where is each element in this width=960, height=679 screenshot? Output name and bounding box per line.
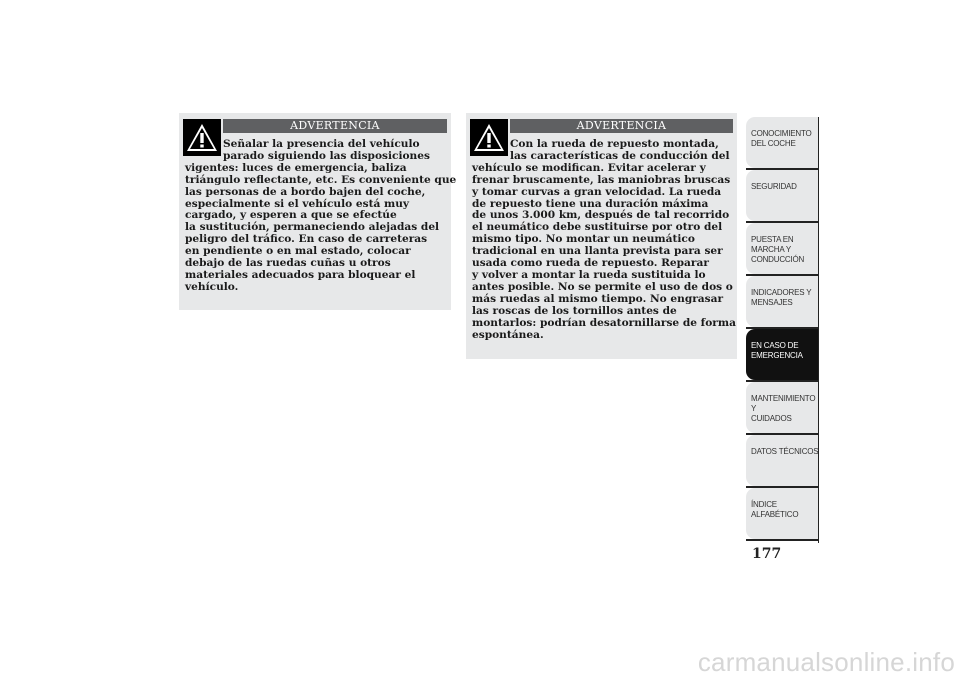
warning-text-line: debajo de las ruedas cuñas u otros — [185, 257, 391, 270]
warning-text-line: el neumático debe sustituirse por otro del — [472, 221, 723, 234]
warning-text-line: espontánea. — [472, 328, 544, 341]
warning-box-2 — [466, 113, 737, 359]
watermark: carmanualsonline.info — [697, 647, 955, 677]
warning-text-line: las roscas de los tornillos antes de — [472, 304, 677, 317]
warning-title: ADVERTENCIA — [223, 119, 447, 133]
sidebar-tab-label: PUESTA EN — [751, 235, 794, 244]
warning-text-line: frenar bruscamente, las maniobras bruscas — [472, 173, 731, 186]
sidebar-tab-label: MARCHA Y — [751, 245, 792, 254]
warning-text-line: de unos 3.000 km, después de tal recorrido — [472, 209, 730, 222]
warning-text-line: de repuesto tiene una duración máxima — [472, 197, 709, 210]
sidebar-tab-label: MANTENIMIENTO Y — [751, 394, 816, 413]
page-number: 177 — [752, 546, 782, 562]
warning-text — [185, 138, 457, 294]
sidebar-tab-label: ÍNDICE — [751, 500, 777, 509]
warning-box-1 — [179, 113, 457, 310]
sidebar-tab-label: EN CASO DE — [751, 341, 799, 350]
sidebar-tab-label: CONOCIMIENTO — [751, 129, 812, 138]
warning-text-line: Con la rueda de repuesto montada, — [510, 138, 719, 150]
tab-separator — [746, 539, 819, 541]
warning-text-line: y volver a montar la rueda sustituida lo — [472, 268, 706, 281]
warning-text-line: la sustitución, permaneciendo alejadas del — [185, 221, 440, 234]
sidebar-tab[interactable] — [746, 276, 819, 327]
warning-text-line: cargado, y esperen a que se efectúe — [185, 209, 397, 222]
warning-text-line: y tomar curvas a gran velocidad. La rueda — [472, 185, 722, 198]
warning-text-line: vehículo. — [185, 280, 239, 293]
sidebar-tab[interactable] — [746, 223, 819, 274]
warning-text — [472, 138, 736, 341]
warning-text-line: materiales adecuados para bloquear el — [185, 268, 416, 281]
sidebar-tab-label: MENSAJES — [751, 298, 793, 307]
sidebar-tab[interactable] — [746, 382, 819, 433]
warning-text-line: más ruedas al mismo tiempo. No engrasar — [472, 292, 724, 305]
sidebar-tab[interactable] — [746, 117, 819, 168]
warning-text-line: vigentes: luces de emergencia, baliza — [185, 161, 407, 174]
sidebar-tab[interactable] — [746, 170, 819, 221]
sidebar-tab-label: INDICADORES Y — [751, 288, 812, 297]
warning-text-line: usada como rueda de repuesto. Reparar — [472, 257, 709, 270]
warning-text-line: tradicional en una llanta prevista para ser — [472, 245, 723, 258]
warning-text-line: las personas de a bordo bajen del coche, — [185, 185, 426, 198]
warning-text-line: en pendiente o en mal estado, colocar — [185, 245, 411, 258]
warning-text-line: mismo tipo. No montar un neumático — [472, 233, 695, 246]
sidebar-tab-label: CONDUCCIÓN — [751, 255, 805, 264]
warning-text-line: antes posible. No se permite el uso de dos o — [472, 280, 733, 293]
sidebar-tab-label: ALFABÉTICO — [751, 510, 799, 519]
warning-text-line: especialmente si el vehículo está muy — [185, 197, 410, 210]
warning-title: ADVERTENCIA — [510, 119, 733, 133]
warning-text-line: vehículo se modifican. Evitar acelerar y — [472, 161, 706, 174]
warning-text-line: peligro del tráfico. En caso de carreteras — [185, 233, 428, 246]
sidebar-tab-label: CUIDADOS — [751, 414, 792, 423]
warning-text-line: parado siguiendo las disposiciones — [223, 149, 430, 162]
sidebar-tab-label: DEL COCHE — [751, 139, 796, 148]
warning-text-line: montarlos: podrían desatornillarse de forma — [472, 316, 736, 329]
chapter-index-sidebar — [746, 117, 819, 541]
sidebar-tab[interactable] — [746, 435, 819, 486]
sidebar-tab-label: SEGURIDAD — [751, 182, 797, 191]
warning-text-line: triángulo reflectante, etc. Es conveniente que — [185, 173, 457, 186]
sidebar-tab[interactable] — [746, 488, 819, 539]
warning-text-line: las características de conducción del — [510, 149, 730, 162]
sidebar-rule — [818, 117, 819, 543]
sidebar-tab-label: DATOS TÉCNICOS — [751, 447, 819, 456]
sidebar-tab[interactable] — [746, 329, 819, 380]
warning-text-line: Señalar la presencia del vehículo — [223, 138, 420, 150]
sidebar-tab-label: EMERGENCIA — [751, 351, 803, 360]
